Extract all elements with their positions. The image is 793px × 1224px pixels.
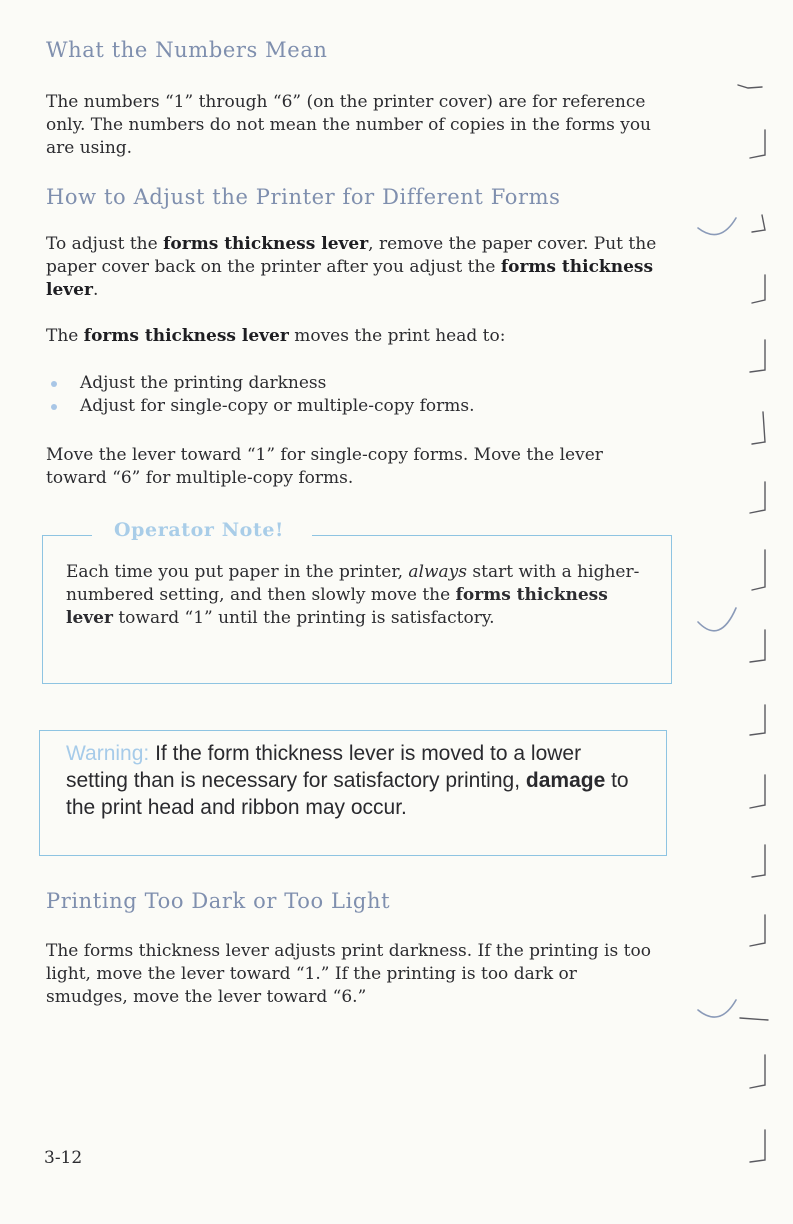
heading-adjust-printer: How to Adjust the Printer for Different Forms: [46, 185, 561, 209]
numbers-paragraph: The numbers “1” through “6” (on the printer cover) are for reference only. The numbers do not mean the number of copies in the forms you are using.: [46, 92, 652, 158]
dark-light-paragraph: The forms thickness lever adjusts print darkness. If the printing is too light, move the lever toward “1.” If the printing is too dark or smudges, move the lever toward “6.”: [46, 941, 651, 1007]
adjust-paragraph-1: To adjust the forms thickness lever, remove the paper cover. Put the paper cover back on the printer after you adjust the forms thickness lever.: [46, 234, 657, 300]
warning-text: Warning: If the form thickness lever is moved to a lower setting than is necessary for satisfactory printing, damage to the print head and ribbon may occur.: [66, 742, 629, 819]
operator-note-title: Operator Note!: [114, 519, 284, 541]
emphasis-always: always: [408, 562, 468, 582]
operator-note-text: Each time you put paper in the printer, always start with a higher-numbered setting, and then slowly move the forms thickness lever toward “1” until the printing is satisfactory.: [66, 562, 640, 628]
emphasis-forms-thickness-lever: forms thickness lever: [163, 234, 369, 254]
note-rule-right: [312, 535, 671, 536]
note-rule-left: [42, 535, 92, 536]
list-item: Adjust the printing darkness: [46, 372, 475, 395]
page-number: 3-12: [44, 1148, 83, 1168]
adjust-paragraph-3: Move the lever toward “1” for single-copy forms. Move the lever toward “6” for multiple-copy forms.: [46, 445, 603, 488]
list-item: Adjust for single-copy or multiple-copy forms.: [46, 395, 475, 418]
emphasis-forms-thickness-lever: forms thickness lever: [46, 257, 654, 300]
print-head-functions-list: [46, 372, 475, 418]
adjust-paragraph-2: The forms thickness lever moves the print head to:: [46, 326, 506, 346]
binder-tab-edge: [690, 70, 790, 1180]
emphasis-damage: damage: [525, 769, 606, 792]
emphasis-forms-thickness-lever: forms thickness lever: [66, 585, 608, 628]
emphasis-forms-thickness-lever: forms thickness lever: [83, 326, 289, 346]
warning-label: Warning:: [66, 742, 150, 765]
heading-what-numbers-mean: What the Numbers Mean: [46, 38, 328, 62]
heading-too-dark-too-light: Printing Too Dark or Too Light: [46, 889, 391, 913]
